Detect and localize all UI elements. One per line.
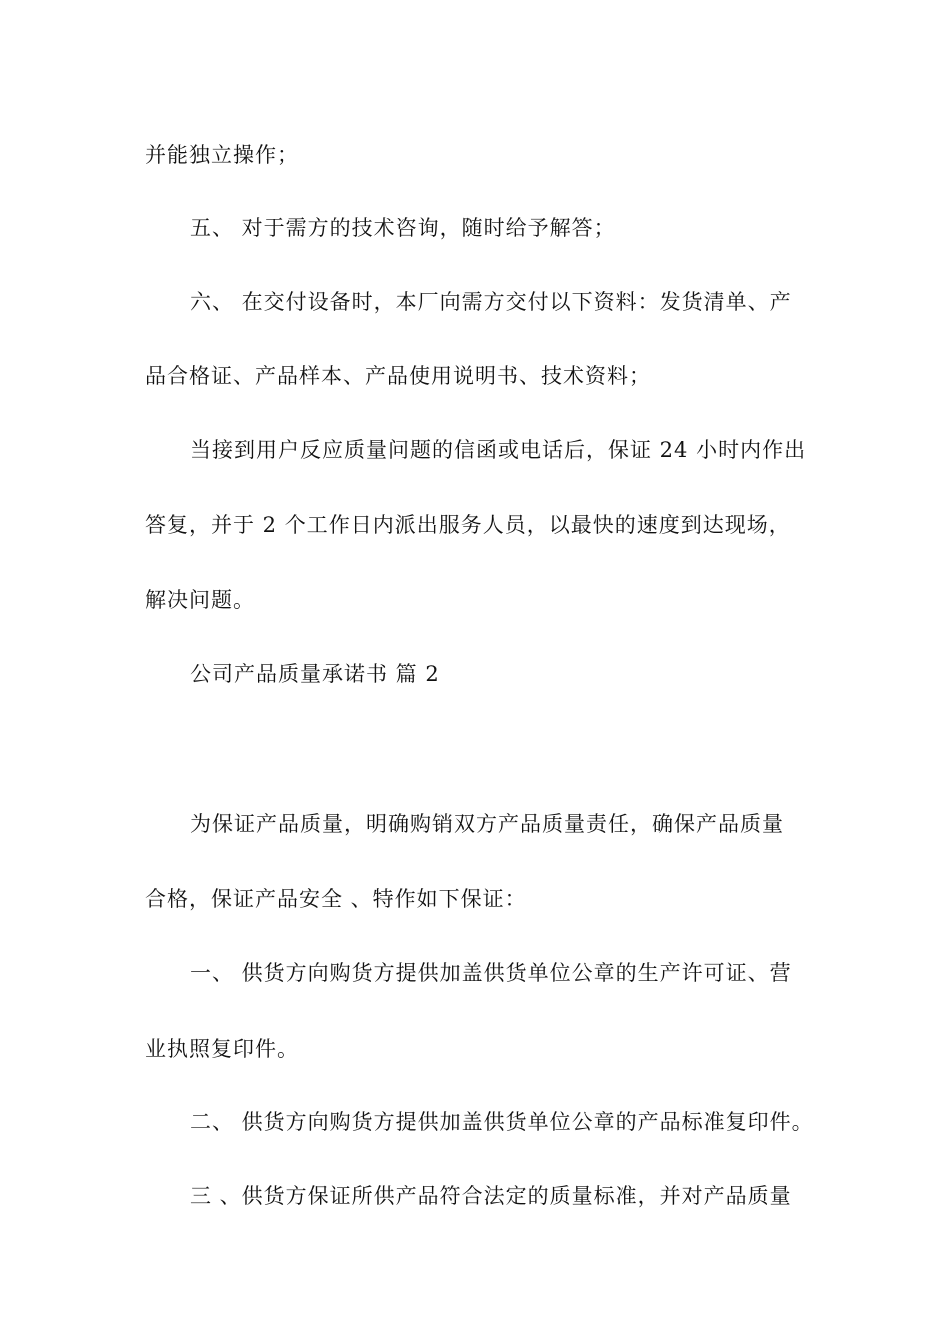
paragraph-line: 二、 供货方向购货方提供加盖供货单位公章的产品标准复印件。 [190, 1110, 814, 1134]
paragraph-line: 并能独立操作； [145, 143, 299, 167]
paragraph-line: 五、 对于需方的技术咨询，随时给予解答； [190, 216, 616, 240]
paragraph-line: 业执照复印件。 [145, 1037, 299, 1061]
section-heading: 公司产品质量承诺书 篇 2 [190, 662, 440, 686]
paragraph-line: 为保证产品质量，明确购销双方产品质量责任，确保产品质量 [190, 812, 784, 836]
paragraph-line: 答复，并于 2 个工作日内派出服务人员，以最快的速度到达现场， [145, 513, 791, 537]
paragraph-line: 合格，保证产品安全 、特作如下保证： [145, 887, 527, 911]
paragraph-line: 三 、供货方保证所供产品符合法定的质量标准，并对产品质量 [190, 1184, 792, 1208]
paragraph-line: 当接到用户反应质量问题的信函或电话后，保证 24 小时内作出 [190, 438, 807, 462]
paragraph-line: 品合格证、产品样本、产品使用说明书、技术资料； [145, 364, 651, 388]
paragraph-line: 六、 在交付设备时，本厂向需方交付以下资料：发货清单、产 [190, 290, 792, 314]
paragraph-line: 一、 供货方向购货方提供加盖供货单位公章的生产许可证、营 [190, 961, 792, 985]
paragraph-line: 解决问题。 [145, 588, 255, 612]
